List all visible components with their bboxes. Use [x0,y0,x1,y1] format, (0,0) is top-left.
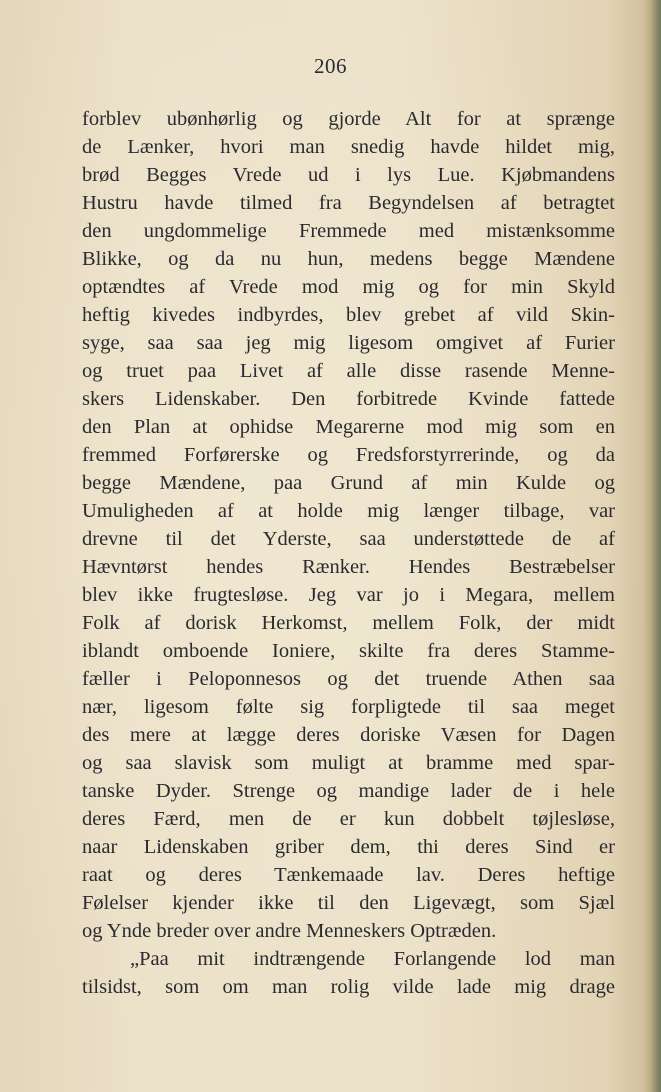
text-line: raat og deres Tænkemaade lav. Deres heftige [82,864,615,886]
text-line: deres Færd, men de er kun dobbelt tøjlesløse, [82,808,615,830]
text-line: Hustru havde tilmed fra Begyndelsen af betragtet [82,192,615,214]
text-line: „Paa mit indtrængende Forlangende lod man [130,948,615,970]
text-line: Hævntørst hendes Rænker. Hendes Bestræbelser [82,556,615,578]
text-line: Blikke, og da nu hun, medens begge Mændene [82,248,615,270]
text-line: de Lænker, hvori man snedig havde hildet mig, [82,136,615,158]
text-line: brød Begges Vrede ud i lys Lue. Kjøbmandens [82,164,615,186]
text-line: naar Lidenskaben griber dem, thi deres Sind er [82,836,615,858]
text-line: fæller i Peloponnesos og det truende Athen saa [82,668,615,690]
text-line: nær, ligesom følte sig forpligtede til saa meget [82,696,615,718]
text-line: og saa slavisk som muligt at bramme med spar- [82,752,615,774]
text-line: Umuligheden af at holde mig længer tilbage, var [82,500,615,522]
text-line: heftig kivedes indbyrdes, blev grebet af vild Skin- [82,304,615,326]
body-text [82,105,615,1001]
text-line: blev ikke frugtesløse. Jeg var jo i Megara, mellem [82,584,615,606]
text-line: forblev ubønhørlig og gjorde Alt for at sprænge [82,108,615,130]
text-line: des mere at lægge deres doriske Væsen for Dagen [82,724,615,746]
page-edge-shadow [643,0,661,1092]
text-line: og truet paa Livet af alle disse rasende Menne- [82,360,615,382]
text-line: og Ynde breder over andre Menneskers Optræden. [82,920,497,942]
text-line: begge Mændene, paa Grund af min Kulde og [82,472,615,494]
text-line: tilsidst, som om man rolig vilde lade mig drage [82,976,615,998]
text-line: Følelser kjender ikke til den Ligevægt, som Sjæl [82,892,615,914]
text-line: iblandt omboende Ioniere, skilte fra deres Stamme- [82,640,615,662]
text-line: Folk af dorisk Herkomst, mellem Folk, der midt [82,612,615,634]
text-line: tanske Dyder. Strenge og mandige lader de i hele [82,780,615,802]
text-line: optændtes af Vrede mod mig og for min Skyld [82,276,615,298]
text-line: drevne til det Yderste, saa understøttede de af [82,528,615,550]
text-line: syge, saa saa jeg mig ligesom omgivet af Furier [82,332,615,354]
page-number: 206 [314,54,347,78]
text-line: fremmed Forførerske og Fredsforstyrrerinde, og da [82,444,615,466]
text-line: skers Lidenskaber. Den forbitrede Kvinde fattede [82,388,615,410]
text-line: den Plan at ophidse Megarerne mod mig som en [82,416,615,438]
text-line: den ungdommelige Fremmede med mistænksomme [82,220,615,242]
